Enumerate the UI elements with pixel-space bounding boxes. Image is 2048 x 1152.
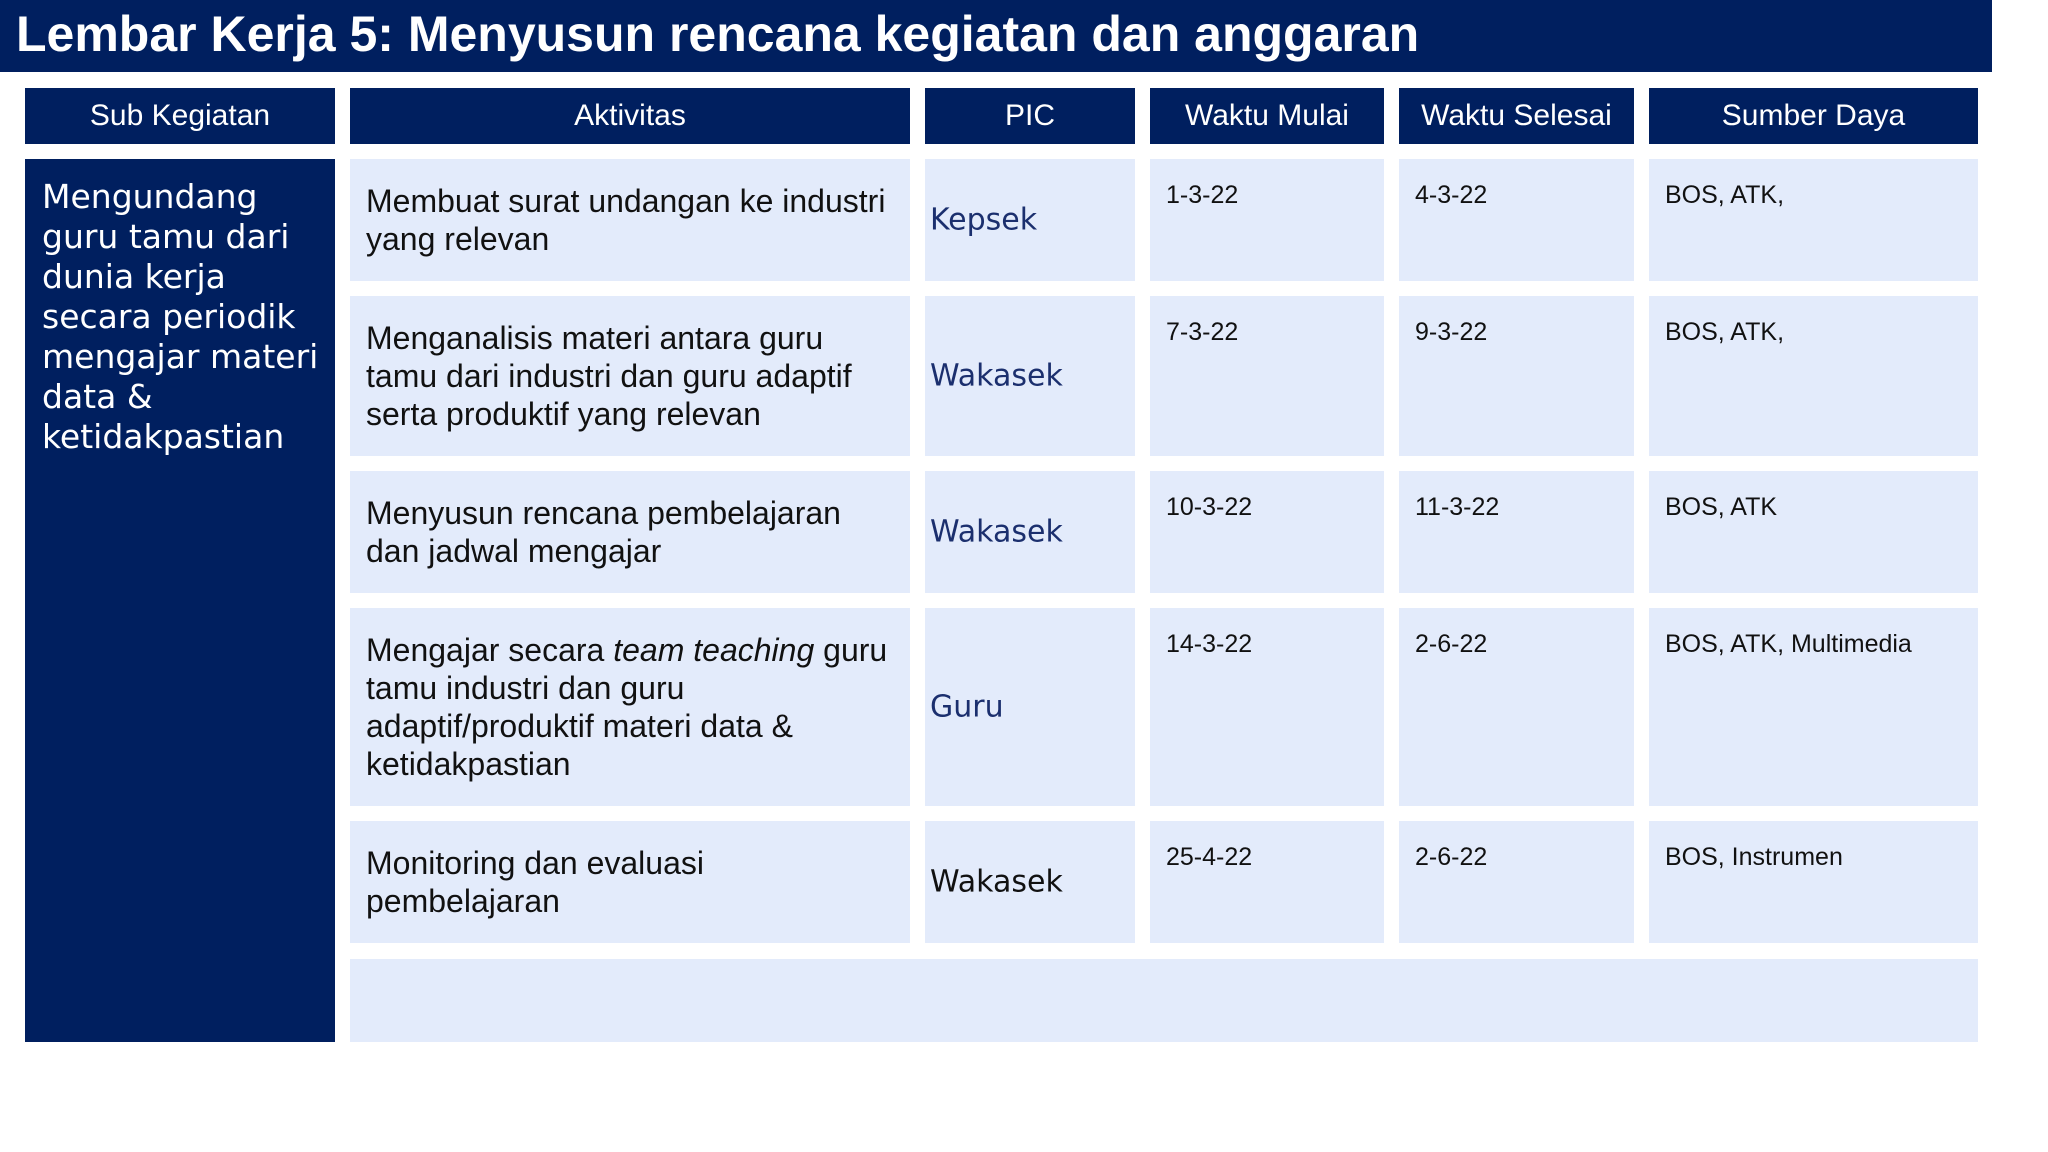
table-row-5-sumber	[1649, 821, 1978, 943]
aktivitas-text: Membuat surat undangan ke industri yang relevan	[366, 183, 886, 257]
header-waktu-selesai: Waktu Selesai	[1399, 88, 1634, 144]
header-aktivitas: Aktivitas	[350, 88, 910, 144]
table-row-empty	[350, 959, 1978, 1042]
table-row-5-pic	[925, 821, 1135, 943]
waktu-mulai-text: 10-3-22	[1166, 493, 1253, 521]
title-bar	[0, 0, 1992, 72]
sub-kegiatan-cell	[25, 159, 335, 1042]
table-row-4-pic	[925, 608, 1135, 806]
aktivitas-text-pre: Mengajar secara	[366, 632, 614, 668]
page-title: Lembar Kerja 5: Menyusun rencana kegiatan dan anggaran	[16, 6, 1420, 62]
header-pic: PIC	[925, 88, 1135, 144]
waktu-mulai-text: 7-3-22	[1166, 318, 1239, 346]
sub-kegiatan-text: Mengundang guru tamu dari dunia kerja secara periodik mengajar materi data & ketidakpastian	[42, 177, 319, 456]
waktu-selesai-text: 4-3-22	[1415, 181, 1488, 209]
header-sumber-daya: Sumber Daya	[1649, 88, 1978, 144]
pic-text: Guru	[930, 689, 1004, 725]
sumber-daya-text: BOS, ATK	[1665, 493, 1778, 521]
waktu-selesai-text: 9-3-22	[1415, 318, 1488, 346]
waktu-mulai-text: 14-3-22	[1166, 630, 1253, 658]
table-row-5-mulai	[1150, 821, 1384, 943]
table-row-3-pic	[925, 471, 1135, 593]
table-row-2-sumber	[1649, 296, 1978, 456]
table-row-3-sumber	[1649, 471, 1978, 593]
waktu-mulai-text: 25-4-22	[1166, 843, 1253, 871]
table-row-2-pic	[925, 296, 1135, 456]
table-row-1-selesai	[1399, 159, 1634, 281]
waktu-mulai-text: 1-3-22	[1166, 181, 1239, 209]
table-row-3-aktivitas	[350, 471, 910, 593]
table-row-4-sumber	[1649, 608, 1978, 806]
table-row-3-selesai	[1399, 471, 1634, 593]
aktivitas-text	[366, 631, 902, 783]
pic-text: Kepsek	[930, 202, 1038, 238]
table-row-1-sumber	[1649, 159, 1978, 281]
aktivitas-text-post: guru tamu industri dan guru adaptif/produktif materi data & ketidakpastian	[366, 632, 888, 782]
pic-text: Wakasek	[930, 358, 1063, 394]
header-sub-kegiatan: Sub Kegiatan	[25, 88, 335, 144]
table-row-1-pic	[925, 159, 1135, 281]
sumber-daya-text: BOS, ATK,	[1665, 318, 1785, 346]
sumber-daya-text: BOS, Instrumen	[1665, 843, 1843, 871]
table-row-2-selesai	[1399, 296, 1634, 456]
table-row-5-aktivitas	[350, 821, 910, 943]
aktivitas-text: Monitoring dan evaluasi pembelajaran	[366, 845, 704, 919]
waktu-selesai-text: 2-6-22	[1415, 843, 1488, 871]
aktivitas-text: Menyusun rencana pembelajaran dan jadwal mengajar	[366, 495, 841, 569]
table-row-2-mulai	[1150, 296, 1384, 456]
pic-text: Wakasek	[930, 864, 1063, 900]
aktivitas-text: Menganalisis materi antara guru tamu dari industri dan guru adaptif serta produktif yang relevan	[366, 320, 852, 432]
pic-text: Wakasek	[930, 514, 1063, 550]
waktu-selesai-text: 2-6-22	[1415, 630, 1488, 658]
header-waktu-mulai: Waktu Mulai	[1150, 88, 1384, 144]
table-row-4-selesai	[1399, 608, 1634, 806]
sumber-daya-text: BOS, ATK,	[1665, 181, 1785, 209]
table-row-5-selesai	[1399, 821, 1634, 943]
table-row-1-aktivitas	[350, 159, 910, 281]
aktivitas-text-emphasis: team teaching	[613, 632, 815, 668]
waktu-selesai-text: 11-3-22	[1415, 493, 1500, 521]
table-row-3-mulai	[1150, 471, 1384, 593]
table-row-4-aktivitas	[350, 608, 910, 806]
table-row-1-mulai	[1150, 159, 1384, 281]
table-row-2-aktivitas	[350, 296, 910, 456]
table-row-4-mulai	[1150, 608, 1384, 806]
sumber-daya-text: BOS, ATK, Multimedia	[1665, 630, 1912, 658]
